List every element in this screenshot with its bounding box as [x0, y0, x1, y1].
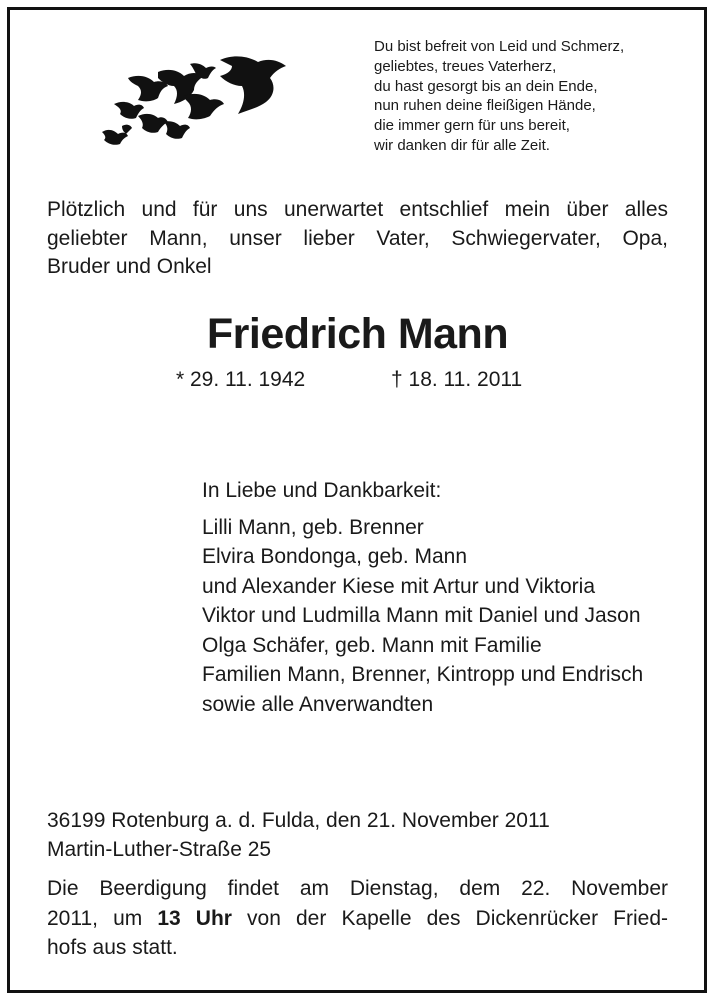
mourners-list	[202, 476, 643, 719]
memorial-poem	[374, 37, 694, 156]
mourner: Elvira Bondonga, geb. Mann	[202, 545, 468, 568]
deceased-name: Friedrich Mann	[206, 310, 509, 358]
poem-line: wir danken dir für alle Zeit.	[374, 136, 550, 154]
mourner: sowie alle Anverwandten	[202, 692, 434, 716]
burial-year: 2011, um	[47, 906, 158, 930]
mourners-heading: In Liebe und Dankbarkeit:	[202, 479, 442, 502]
mourner: Familien Mann, Brenner, Kintropp und Endrisch	[202, 663, 644, 686]
burial-line	[47, 904, 668, 934]
intro-line: geliebter Mann, unser lieber Vater, Schwiegervater, Opa,	[47, 226, 668, 250]
poem-line: du hast gesorgt bis an dein Ende,	[374, 77, 598, 95]
poem-line: geliebtes, treues Vaterherz,	[374, 57, 557, 75]
mourner: Olga Schäfer, geb. Mann mit Familie	[202, 633, 542, 657]
intro-line: Plötzlich und für uns unerwartet entschlief mein über alles	[47, 198, 668, 221]
place-date: 36199 Rotenburg a. d. Fulda, den 21. November 2011	[47, 809, 550, 832]
intro-line: Bruder und Onkel	[47, 255, 212, 278]
place-and-address	[47, 807, 550, 864]
birth-date: * 29. 11. 1942	[176, 368, 306, 391]
death-date: † 18. 11. 2011	[391, 368, 523, 391]
burial-time: 13 Uhr	[157, 906, 232, 930]
burial-location: von der Kapelle des Dickenrücker Fried-	[231, 906, 668, 930]
flying-birds-icon	[98, 52, 298, 148]
burial-line: Die Beerdigung findet am Dienstag, dem 22. November	[47, 877, 668, 900]
mourner: und Alexander Kiese mit Artur und Viktoria	[202, 574, 596, 598]
burial-line: hofs aus statt.	[47, 936, 178, 959]
mourner: Lilli Mann, geb. Brenner	[202, 515, 424, 539]
burial-info	[47, 874, 668, 963]
mourner: Viktor und Ludmilla Mann mit Daniel und Jason	[202, 604, 641, 627]
street-address: Martin-Luther-Straße 25	[47, 837, 272, 861]
poem-line: Du bist befreit von Leid und Schmerz,	[374, 38, 625, 55]
poem-line: nun ruhen deine fleißigen Hände,	[374, 97, 596, 115]
poem-line: die immer gern für uns bereit,	[374, 117, 570, 135]
intro-text	[47, 196, 668, 282]
